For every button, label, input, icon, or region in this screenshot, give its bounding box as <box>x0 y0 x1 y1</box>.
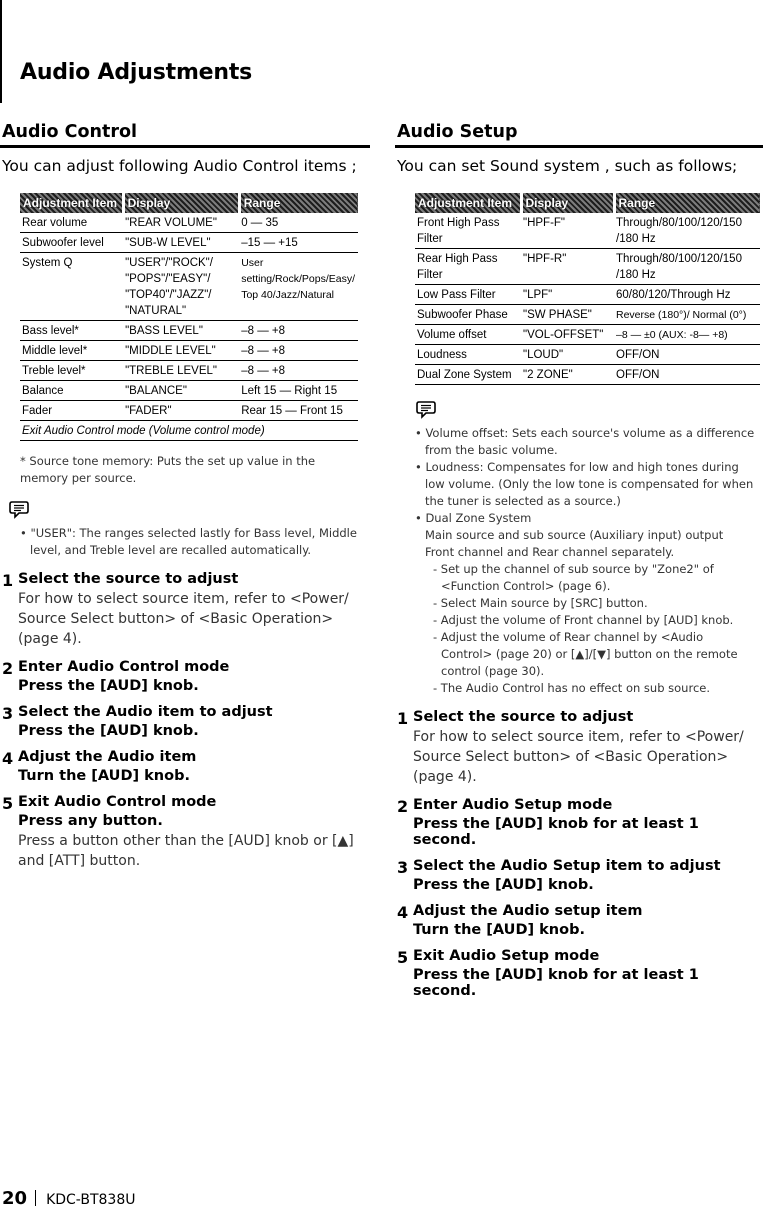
table-row <box>20 401 358 421</box>
cell-item: Treble level* <box>20 361 123 381</box>
step-number: 3 <box>397 858 409 877</box>
table-header-row <box>20 193 358 213</box>
table-footer: Exit Audio Control mode (Volume control mode) <box>20 421 358 441</box>
cell-item: Loudness <box>415 345 521 365</box>
sub-note: - Adjust the volume of Front channel by [AUD] knob. <box>433 613 734 627</box>
footnote: * Source tone memory: Puts the set up value in the memory per source. <box>20 454 316 485</box>
cell-display: "LOUD" <box>521 345 614 365</box>
step-action: Press the [AUD] knob. <box>413 877 594 893</box>
step-heading: Adjust the Audio item <box>18 749 197 765</box>
step-4 <box>0 749 370 784</box>
step-number: 2 <box>397 797 409 816</box>
cell-display: "REAR VOLUME" <box>123 213 239 233</box>
step-action: Turn the [AUD] knob. <box>18 768 190 784</box>
step-action: Press the [AUD] knob. <box>18 723 199 739</box>
table-row <box>20 213 358 233</box>
step-heading: Adjust the Audio setup item <box>413 903 643 919</box>
cell-item: Middle level* <box>20 341 123 361</box>
cell-range: Through/80/100/120/150 /180 Hz <box>614 213 760 249</box>
cell-display: "HPF-F" <box>521 213 614 249</box>
step-heading: Select the Audio item to adjust <box>18 704 273 720</box>
step-number: 1 <box>397 709 409 728</box>
cell-range: 0 — 35 <box>239 213 358 233</box>
step-action: Turn the [AUD] knob. <box>413 922 585 938</box>
step-body: For how to select source item, refer to <Power/ Source Select button> of <Basic Operation> (page 4). <box>413 729 744 785</box>
cell-display: "HPF-R" <box>521 249 614 285</box>
cell-range: Rear 15 — Front 15 <box>239 401 358 421</box>
step-5 <box>395 948 763 999</box>
model-name: KDC-BT838U <box>46 1192 136 1208</box>
cell-display: "2 ZONE" <box>521 365 614 385</box>
table-row <box>20 233 358 253</box>
cell-item: Dual Zone System <box>415 365 521 385</box>
note-item: • Loudness: Compensates for low and high tones during low volume. (Only the low tone is compensated for when the tuner is selected as a source.) <box>415 460 754 508</box>
step-heading: Select the source to adjust <box>18 571 239 587</box>
memo-note-icon <box>8 499 30 523</box>
cell-item: Volume offset <box>415 325 521 345</box>
cell-display: "VOL-OFFSET" <box>521 325 614 345</box>
step-heading: Exit Audio Control mode <box>18 794 217 810</box>
table-header-row <box>415 193 760 213</box>
memo-note-icon <box>415 399 437 423</box>
cell-item: Subwoofer level <box>20 233 123 253</box>
cell-item: Subwoofer Phase <box>415 305 521 325</box>
step-5 <box>0 794 370 871</box>
cell-range: –8 — +8 <box>239 341 358 361</box>
step-heading: Exit Audio Setup mode <box>413 948 600 964</box>
cell-display: "SW PHASE" <box>521 305 614 325</box>
header-adjustment-item: Adjustment Item <box>20 193 123 213</box>
header-range: Range <box>239 193 358 213</box>
table-row <box>415 325 760 345</box>
step-heading: Enter Audio Control mode <box>18 659 230 675</box>
section-heading: Audio Setup <box>395 122 763 148</box>
step-2 <box>395 797 763 848</box>
note-item: • "USER": The ranges selected lastly for Bass level, Middle level, and Treble level are recalled automatically. <box>20 526 357 557</box>
step-number: 4 <box>397 903 409 922</box>
cell-display: "SUB-W LEVEL" <box>123 233 239 253</box>
table-row <box>20 253 358 321</box>
step-number: 5 <box>2 794 14 813</box>
header-display: Display <box>521 193 614 213</box>
table-row <box>415 249 760 285</box>
cell-item: Bass level* <box>20 321 123 341</box>
sub-note: - Adjust the volume of Rear channel by <Audio Control> (page 20) or [▲]/[▼] button on the remote control (page 30). <box>433 630 738 678</box>
step-heading: Select the Audio Setup item to adjust <box>413 858 721 874</box>
cell-item: System Q <box>20 253 123 321</box>
cell-range: –8 — +8 <box>239 321 358 341</box>
audio-control-table <box>20 193 358 441</box>
audio-control-section <box>0 122 370 871</box>
audio-setup-table <box>415 193 760 385</box>
cell-range: OFF/ON <box>614 365 760 385</box>
table-row <box>20 321 358 341</box>
cell-display: "BASS LEVEL" <box>123 321 239 341</box>
step-4 <box>395 903 763 938</box>
note-item: • Volume offset: Sets each source's volume as a difference from the basic volume. <box>415 426 755 457</box>
page-footer <box>2 1188 135 1209</box>
page-number: 20 <box>2 1188 28 1209</box>
cell-display: "TREBLE LEVEL" <box>123 361 239 381</box>
section-intro: You can adjust following Audio Control items ; <box>2 157 357 175</box>
table-footer-row <box>20 421 358 441</box>
cell-display: "BALANCE" <box>123 381 239 401</box>
step-number: 1 <box>2 571 14 590</box>
step-body: Press a button other than the [AUD] knob or [▲] and [ATT] button. <box>18 833 354 869</box>
footer-divider <box>35 1190 36 1206</box>
sub-note: - Set up the channel of sub source by "Zone2" of <Function Control> (page 6). <box>433 562 714 593</box>
step-heading: Enter Audio Setup mode <box>413 797 613 813</box>
table-row <box>20 381 358 401</box>
step-action: Press the [AUD] knob. <box>18 678 199 694</box>
note-text: Volume offset: Sets each source's volume as a difference from the basic volume. <box>425 426 755 457</box>
cell-range: –15 — +15 <box>239 233 358 253</box>
note-text: Dual Zone System Main source and sub source (Auxiliary input) output Front channel and Rear channel separately. <box>425 511 724 559</box>
cell-item: Low Pass Filter <box>415 285 521 305</box>
page-title: Audio Adjustments <box>20 60 253 85</box>
cell-item: Rear volume <box>20 213 123 233</box>
cell-display: "USER"/"ROCK"/ "POPS"/"EASY"/ "TOP40"/"JAZZ"/ "NATURAL" <box>123 253 239 321</box>
cell-display: "MIDDLE LEVEL" <box>123 341 239 361</box>
cell-item: Fader <box>20 401 123 421</box>
sub-note: - The Audio Control has no effect on sub source. <box>433 681 710 695</box>
note-text: Loudness: Compensates for low and high tones during low volume. (Only the low tone is compensated for when the tuner is selected as a source.) <box>425 460 754 508</box>
cell-range: User setting/Rock/Pops/Easy/ Top 40/Jazz/Natural <box>239 253 358 321</box>
cell-range: 60/80/120/Through Hz <box>614 285 760 305</box>
step-3 <box>395 858 763 893</box>
cell-range: Reverse (180°)/ Normal (0°) <box>614 305 760 325</box>
step-3 <box>0 704 370 739</box>
section-intro: You can set Sound system , such as follows; <box>397 157 738 175</box>
note-text: "USER": The ranges selected lastly for Bass level, Middle level, and Treble level are recalled automatically. <box>30 526 357 557</box>
header-adjustment-item: Adjustment Item <box>415 193 521 213</box>
cell-display: "FADER" <box>123 401 239 421</box>
section-heading: Audio Control <box>0 122 370 148</box>
margin-rule <box>0 0 2 103</box>
header-display: Display <box>123 193 239 213</box>
audio-setup-section <box>395 122 763 999</box>
sub-note: - Select Main source by [SRC] button. <box>433 596 648 610</box>
cell-range: OFF/ON <box>614 345 760 365</box>
step-body: For how to select source item, refer to <Power/ Source Select button> of <Basic Operation> (page 4). <box>18 591 349 647</box>
table-row <box>415 305 760 325</box>
step-1 <box>395 709 763 787</box>
step-number: 4 <box>2 749 14 768</box>
table-row <box>415 285 760 305</box>
step-number: 3 <box>2 704 14 723</box>
cell-item: Front High Pass Filter <box>415 213 521 249</box>
step-action: Press the [AUD] knob for at least 1 second. <box>413 816 699 848</box>
table-row <box>20 361 358 381</box>
step-action: Press the [AUD] knob for at least 1 second. <box>413 967 699 999</box>
step-1 <box>0 571 370 649</box>
cell-item: Rear High Pass Filter <box>415 249 521 285</box>
table-row <box>415 213 760 249</box>
header-range: Range <box>614 193 760 213</box>
step-action: Press any button. <box>18 813 163 829</box>
cell-range: –8 — +8 <box>239 361 358 381</box>
cell-range: Through/80/100/120/150 /180 Hz <box>614 249 760 285</box>
step-2 <box>0 659 370 694</box>
step-heading: Select the source to adjust <box>413 709 634 725</box>
table-row <box>20 341 358 361</box>
step-number: 2 <box>2 659 14 678</box>
note-item: • Dual Zone System Main source and sub source (Auxiliary input) output Front channel and Rear channel separately. <box>415 511 724 559</box>
cell-display: "LPF" <box>521 285 614 305</box>
cell-range: –8 — ±0 (AUX: -8— +8) <box>614 325 760 345</box>
cell-item: Balance <box>20 381 123 401</box>
table-row <box>415 365 760 385</box>
cell-range: Left 15 — Right 15 <box>239 381 358 401</box>
table-row <box>415 345 760 365</box>
step-number: 5 <box>397 948 409 967</box>
